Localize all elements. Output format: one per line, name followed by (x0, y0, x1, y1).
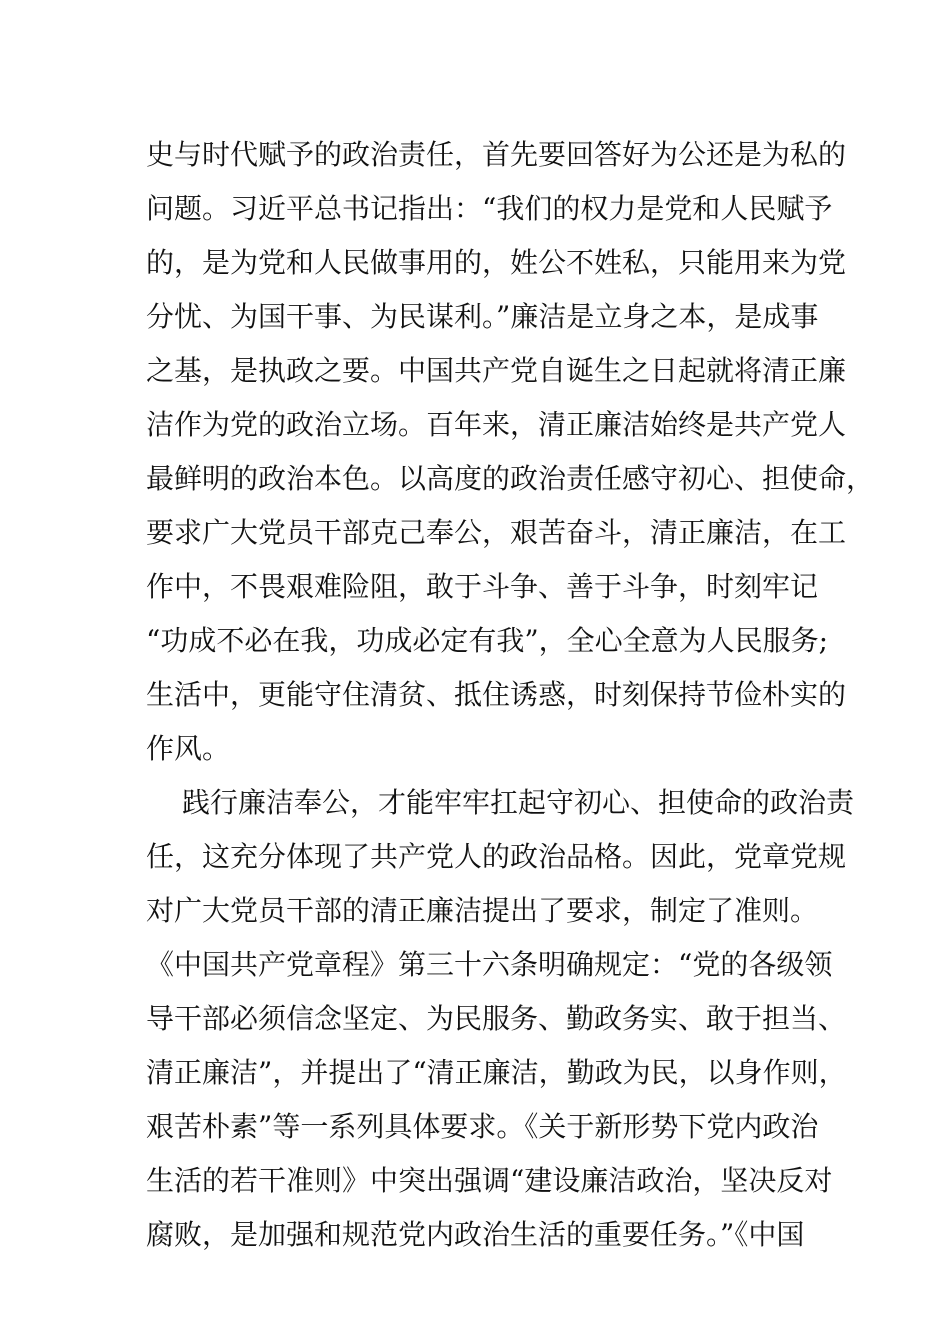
text-line: 生活中，更能守住清贫、抵住诱惑，时刻保持节俭朴实的 (146, 678, 847, 711)
text-line: “功成不必在我，功成必定有我”，全心全意为人民服务; (146, 624, 829, 657)
paragraph-2 (146, 776, 855, 1262)
text-line: 分忧、为国干事、为民谋利。”廉洁是立身之本，是成事 (146, 300, 819, 333)
text-line: 洁作为党的政治立场。百年来，清正廉洁始终是共产党人 (146, 408, 847, 441)
text-line: 最鲜明的政治本色。以高度的政治责任感守初心、担使命， (146, 462, 875, 495)
text-line: 践行廉洁奉公，才能牢牢扛起守初心、担使命的政治责 (182, 786, 855, 819)
text-line: 作中，不畏艰难险阻，敢于斗争、善于斗争，时刻牢记 (146, 570, 819, 603)
text-line: 任，这充分体现了共产党人的政治品格。因此，党章党规 (146, 840, 847, 873)
text-line: 史与时代赋予的政治责任，首先要回答好为公还是为私的 (146, 138, 847, 171)
text-line: 对广大党员干部的清正廉洁提出了要求，制定了准则。 (146, 894, 819, 927)
text-line: 要求广大党员干部克己奉公，艰苦奋斗，清正廉洁，在工 (146, 516, 847, 549)
text-line: 生活的若干准则》中突出强调“建设廉洁政治，坚决反对 (146, 1164, 833, 1197)
text-line: 《中国共产党章程》第三十六条明确规定：“党的各级领 (146, 948, 833, 981)
text-line: 艰苦朴素”等一系列具体要求。《关于新形势下党内政治 (146, 1110, 819, 1143)
text-line: 问题。习近平总书记指出：“我们的权力是党和人民赋予 (146, 192, 833, 225)
paragraph-1 (146, 128, 875, 776)
text-line: 腐败，是加强和规范党内政治生活的重要任务。”《中国 (146, 1218, 805, 1251)
text-line: 作风。 (146, 732, 231, 765)
text-line: 的，是为党和人民做事用的，姓公不姓私，只能用来为党 (146, 246, 847, 279)
document-body (146, 128, 875, 1262)
text-line: 导干部必须信念坚定、为民服务、勤政务实、敢于担当、 (146, 1002, 847, 1035)
text-line: 清正廉洁”，并提出了“清正廉洁，勤政为民，以身作则， (146, 1056, 847, 1089)
text-line: 之基，是执政之要。中国共产党自诞生之日起就将清正廉 (146, 354, 847, 387)
